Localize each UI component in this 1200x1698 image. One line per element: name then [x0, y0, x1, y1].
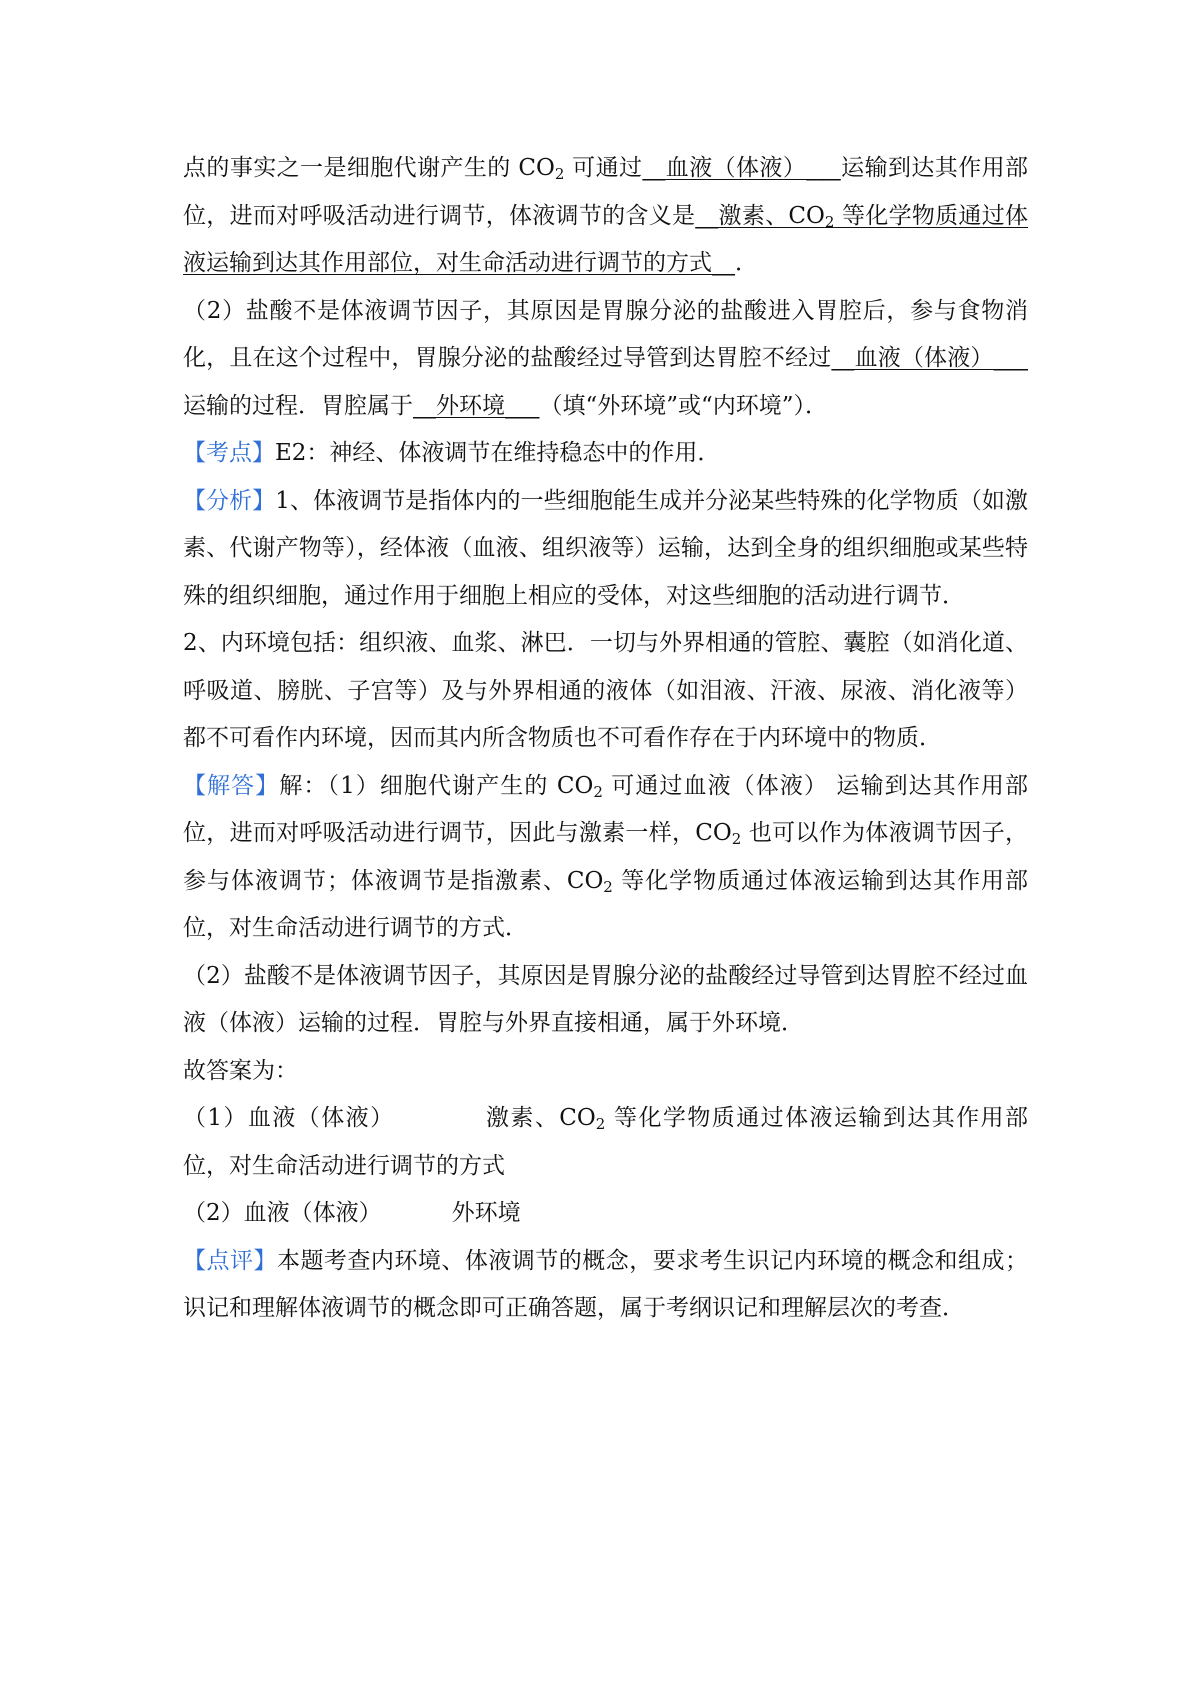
- text: 运输到达其作用部位，进而对呼吸活动进行调节，体液调节的含义是: [183, 155, 1029, 229]
- text: ．: [735, 250, 758, 276]
- text: （1）血液（体液）: [183, 1105, 395, 1131]
- text: （2）盐酸不是体液调节因子，其原因是胃腺分泌的盐酸进入胃腔后，参与食物消化，且在这个过程中，胃腺分泌的盐酸经过导管到达胃腔不经过: [183, 297, 1028, 371]
- text: 激素、CO: [484, 1105, 596, 1131]
- paragraph-gu: [183, 1048, 1028, 1096]
- text: 本题考查内环境、体液调节的概念，要求考生识记内环境的概念和组成；识记和理解体液调节的概念即可正确答题，属于考纲识记和理解层次的考查．: [183, 1247, 1029, 1321]
- paragraph-jieda-2: [183, 953, 1028, 1048]
- text: （填“外环境”或“内环境”）．: [539, 392, 829, 419]
- text: 等化学物质通过体液运输到达其作用部位，对生命活动进行调节的方式．: [183, 867, 1028, 941]
- subscript: 2: [554, 165, 565, 183]
- paragraph-fenxi: [183, 478, 1028, 621]
- subscript: 2: [731, 830, 742, 848]
- subscript: 2: [603, 877, 613, 896]
- text: __激素、CO: [695, 202, 825, 229]
- section-tag-dianping: 【点评】: [183, 1247, 277, 1274]
- text: 2、内环境包括：组织液、血浆、淋巴．一切与外界相通的管腔、囊腔（如消化道、呼吸道、膀胱、子宫等）及与外界相通的液体（如泪液、汗液、尿液、消化液等）都不可看作内环境，因而其内所含物质也不可看作存在于内环境中的物质．: [183, 630, 1028, 751]
- fill-blank-answer: __血液（体液）___: [642, 155, 841, 181]
- paragraph-fenxi-2: [183, 620, 1028, 763]
- paragraph-q2-answer: [183, 288, 1028, 431]
- text: 1、体液调节是指体内的一些细胞能生成并分泌某些特殊的化学物质（如激素、代谢产物等），经体液（血液、组织液等）运输，达到全身的组织细胞或某些特殊的组织细胞，通过作用于细胞上相应的受体，对这些细胞的活动进行调节．: [183, 487, 1028, 609]
- paragraph-q1-answer: [183, 145, 1028, 288]
- text: （2）盐酸不是体液调节因子，其原因是胃腺分泌的盐酸经过导管到达胃腔不经过血液（体液）运输的过程．胃腔与外界直接相通，属于外环境．: [183, 962, 1028, 1036]
- fill-blank-answer: __外环境___: [413, 392, 540, 419]
- text: 点的事实之一是细胞代谢产生的 CO: [183, 155, 555, 181]
- text: （2）血液（体液）: [183, 1200, 382, 1226]
- paragraph-answer-2: [183, 1190, 1028, 1238]
- paragraph-dianping: [183, 1238, 1028, 1333]
- paragraph-kaodian: [183, 430, 1028, 478]
- text: E2：神经、体液调节在维持稳态中的作用．: [275, 440, 721, 466]
- text: 运输的过程．胃腔属于: [183, 392, 413, 419]
- fill-blank-answer: __血液（体液）___: [831, 345, 1029, 371]
- text: 故答案为：: [183, 1057, 298, 1084]
- subscript: 2: [595, 1115, 606, 1133]
- document-body: [183, 145, 1028, 1333]
- paragraph-jieda: [183, 763, 1028, 953]
- paragraph-answer-1: [183, 1095, 1028, 1190]
- text: 解：（1）细胞代谢产生的 CO: [279, 772, 594, 799]
- text: 可通过血液（体液） 运输到达其作用部位，进而对呼吸活动进行调节，因此与激素一样，CO: [183, 772, 1028, 846]
- text: 可通过: [564, 155, 643, 181]
- subscript: 2: [824, 212, 835, 231]
- text: 外环境: [451, 1200, 521, 1226]
- text: 等化学物质通过体液运输到达其作用部位，对生命活动进行调节的方式: [183, 1105, 1028, 1179]
- section-tag-fenxi: 【分析】: [183, 487, 276, 514]
- section-tag-jieda: 【解答】: [183, 772, 280, 799]
- text: 等化学物质通过体液运输到达其作用部位，对生命活动进行调节的方式__: [183, 202, 1028, 276]
- text: 也可以作为体液调节因子，参与体液调节；体液调节是指激素、CO: [183, 820, 1028, 894]
- section-tag-kaodian: 【考点】: [183, 440, 275, 466]
- subscript: 2: [593, 782, 603, 801]
